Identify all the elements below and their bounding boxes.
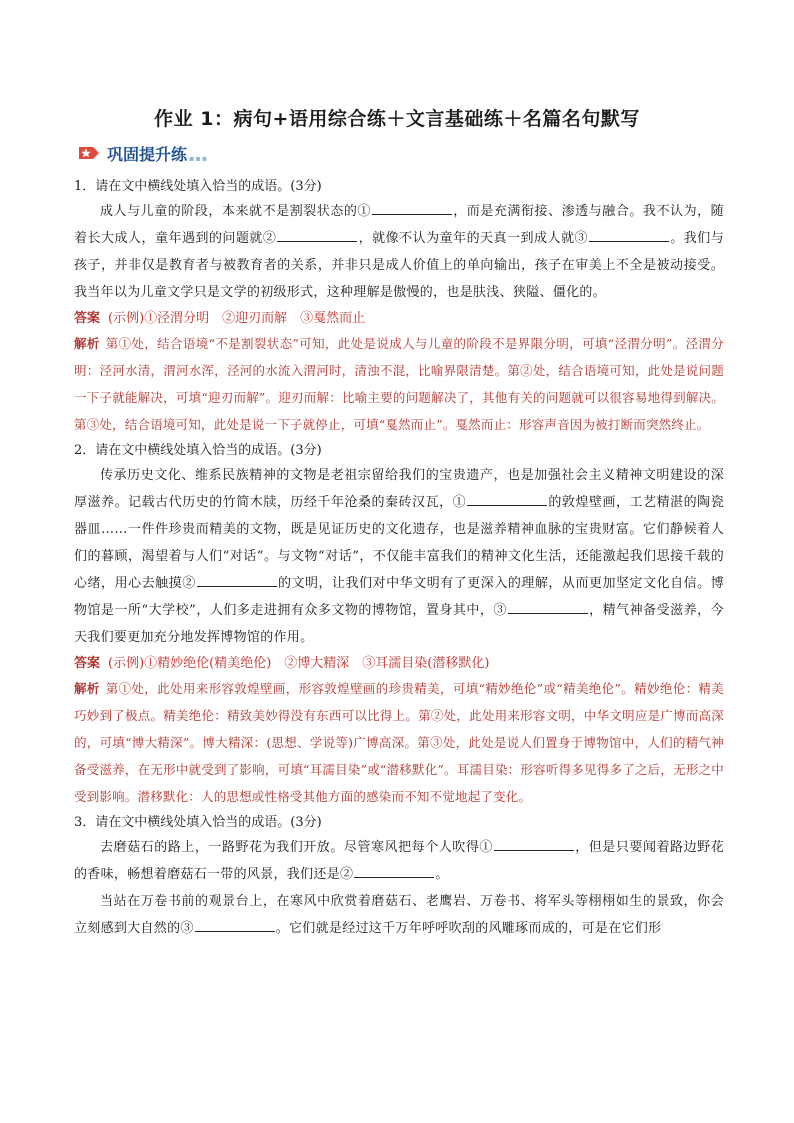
document-body <box>74 176 724 942</box>
fill-blank-3[interactable] <box>195 917 275 932</box>
fill-blank-2[interactable] <box>197 572 277 587</box>
passage-text: ，精气神备受滋养，今天我们要更加充分地发挥博物馆的作用。 <box>74 603 724 645</box>
question-1-passage <box>74 198 724 306</box>
fill-blank-1[interactable] <box>494 836 574 851</box>
question-1-analysis <box>74 330 724 438</box>
passage-text: 。 <box>435 867 449 882</box>
analysis-label: 解析 <box>74 336 100 351</box>
passage-text: 当站在万卷书前的观景台上，在寒风中欣赏着磨菇石、老鹰岩、万卷书、将军头等栩栩如生的景致，你会立刻感到大自然的③ <box>74 894 724 936</box>
section-header <box>77 142 208 164</box>
question-3-stem: 3．请在文中横线处填入恰当的成语。(3分) <box>74 815 322 830</box>
question-2-stem: 2．请在文中横线处填入恰当的成语。(3分) <box>74 443 322 458</box>
section-decoration: ▪▪▪ <box>189 153 209 163</box>
fill-blank-3[interactable] <box>589 227 669 242</box>
passage-text: 。它们就是经过这千万年呼呼吹刮的风雕琢而成的，可是在它们形 <box>275 921 662 936</box>
fill-blank-1[interactable] <box>372 200 452 215</box>
fill-blank-3[interactable] <box>508 599 588 614</box>
analysis-label: 解析 <box>74 681 100 696</box>
passage-text: 传承历史文化、维系民族精神的文物是老祖宗留给我们的宝贵遗产，也是加强社会主义精神文明建设的深厚滋养。记载古代历史的竹简木牍，历经千年沧桑的秦砖汉瓦，① <box>74 468 724 510</box>
star-badge-icon <box>77 143 101 163</box>
fill-blank-2[interactable] <box>277 227 357 242</box>
passage-text: ，但是只要闻着路边野花的香味，畅想着磨菇石一带的风景，我们还是② <box>74 840 724 882</box>
answer-label: 答案 <box>74 311 101 326</box>
passage-text: 去磨菇石的路上，一路野花为我们开放。尽管寒风把每个人吹得① <box>100 840 493 855</box>
question-2-analysis <box>74 675 724 810</box>
question-1-answer <box>74 308 724 330</box>
page-title: 作业 1：病句+语用综合练＋文言基础练＋名篇名句默写 <box>154 108 640 130</box>
analysis-text: 第①处，结合语境“不是割裂状态”可知，此处是说成人与儿童的阶段不是界限分明，可填“泾渭分明”。泾渭分明：泾河水清，渭河水浑，泾河的水流入渭河时，清浊不混，比喻界限清楚。第②处，结合语境可知，此处是说问题一下子就能解决，可填“迎刃而解”。迎刃而解：比喻主要的问题解决了，其他有关的问题就可以很容易地得到解决。第③处，结合语境可知，此处是说一下子就停止，可填“戛然而止”。戛然而止：形容声音因为被打断而突然终止。 <box>74 336 724 432</box>
fill-blank-2[interactable] <box>354 863 434 878</box>
passage-text: 。我们与孩子，并非仅是教育者与被教育者的关系，并非只是成人价值上的单向输出，孩子在审美上不全是被动接受。我当年以为儿童文学只是文学的初级形式，这种理解是傲慢的，也是肤浅、狭隘、僵化的。 <box>74 231 724 300</box>
passage-text: ，而是充满衔接、渗透与融合。我不认为，随着长大成人，童年遇到的问题就② <box>74 204 724 246</box>
question-3-passage-2 <box>74 888 724 942</box>
answer-text: (示例)①精妙绝伦(精美绝伦) ②博大精深 ③耳濡目染(潜移默化) <box>108 656 490 671</box>
question-2-answer <box>74 653 724 675</box>
question-1-stem: 1．请在文中横线处填入恰当的成语。(3分) <box>74 179 322 194</box>
answer-label: 答案 <box>74 656 101 671</box>
answer-text: (示例)①泾渭分明 ②迎刃而解 ③戛然而止 <box>108 311 366 326</box>
passage-text: 的文明，让我们对中华文明有了更深入的理解，从而更加坚定文化自信。博物馆是一所“大学校”，人们多走进拥有众多文物的博物馆，置身其中，③ <box>74 576 724 618</box>
analysis-text: 第①处，此处用来形容敦煌壁画，形容敦煌壁画的珍贵精美，可填“精妙绝伦”或“精美绝伦”。精妙绝伦：精美巧妙到了极点。精美绝伦：精致美妙得没有东西可以比得上。第②处，此处用来形容文明，中华文明应是广博而高深的，可填“博大精深”。博大精深：(思想、学说等)广博高深。第③处，此处是说人们置身于博物馆中，人们的精气神备受滋养，在无形中就受到了影响，可填“耳濡目染”或“潜移默化”。耳濡目染：形容听得多见得多了之后，无形之中受到影响。潜移默化：人的思想或性格受其他方面的感染而不知不觉地起了变化。 <box>74 681 724 804</box>
passage-text: ，就像不认为童年的天真一到成人就③ <box>358 231 589 246</box>
fill-blank-1[interactable] <box>467 491 547 506</box>
section-label: 巩固提升练 <box>107 144 188 164</box>
passage-text: 的敦煌壁画，工艺精湛的陶瓷器皿……一件件珍贵而精美的文物，既是见证历史的文化遗存，也是滋养精神血脉的宝贵财富。它们静候着人们的暮顾，渴望着与人们“对话”。与文物“对话”，不仅能丰富我们的精神文化生活，还能激起我们思接千载的心绪，用心去触摸② <box>74 495 724 591</box>
passage-text: 成人与儿童的阶段，本来就不是割裂状态的① <box>100 204 371 219</box>
question-2-passage <box>74 462 724 651</box>
question-3-passage-1 <box>74 834 724 888</box>
